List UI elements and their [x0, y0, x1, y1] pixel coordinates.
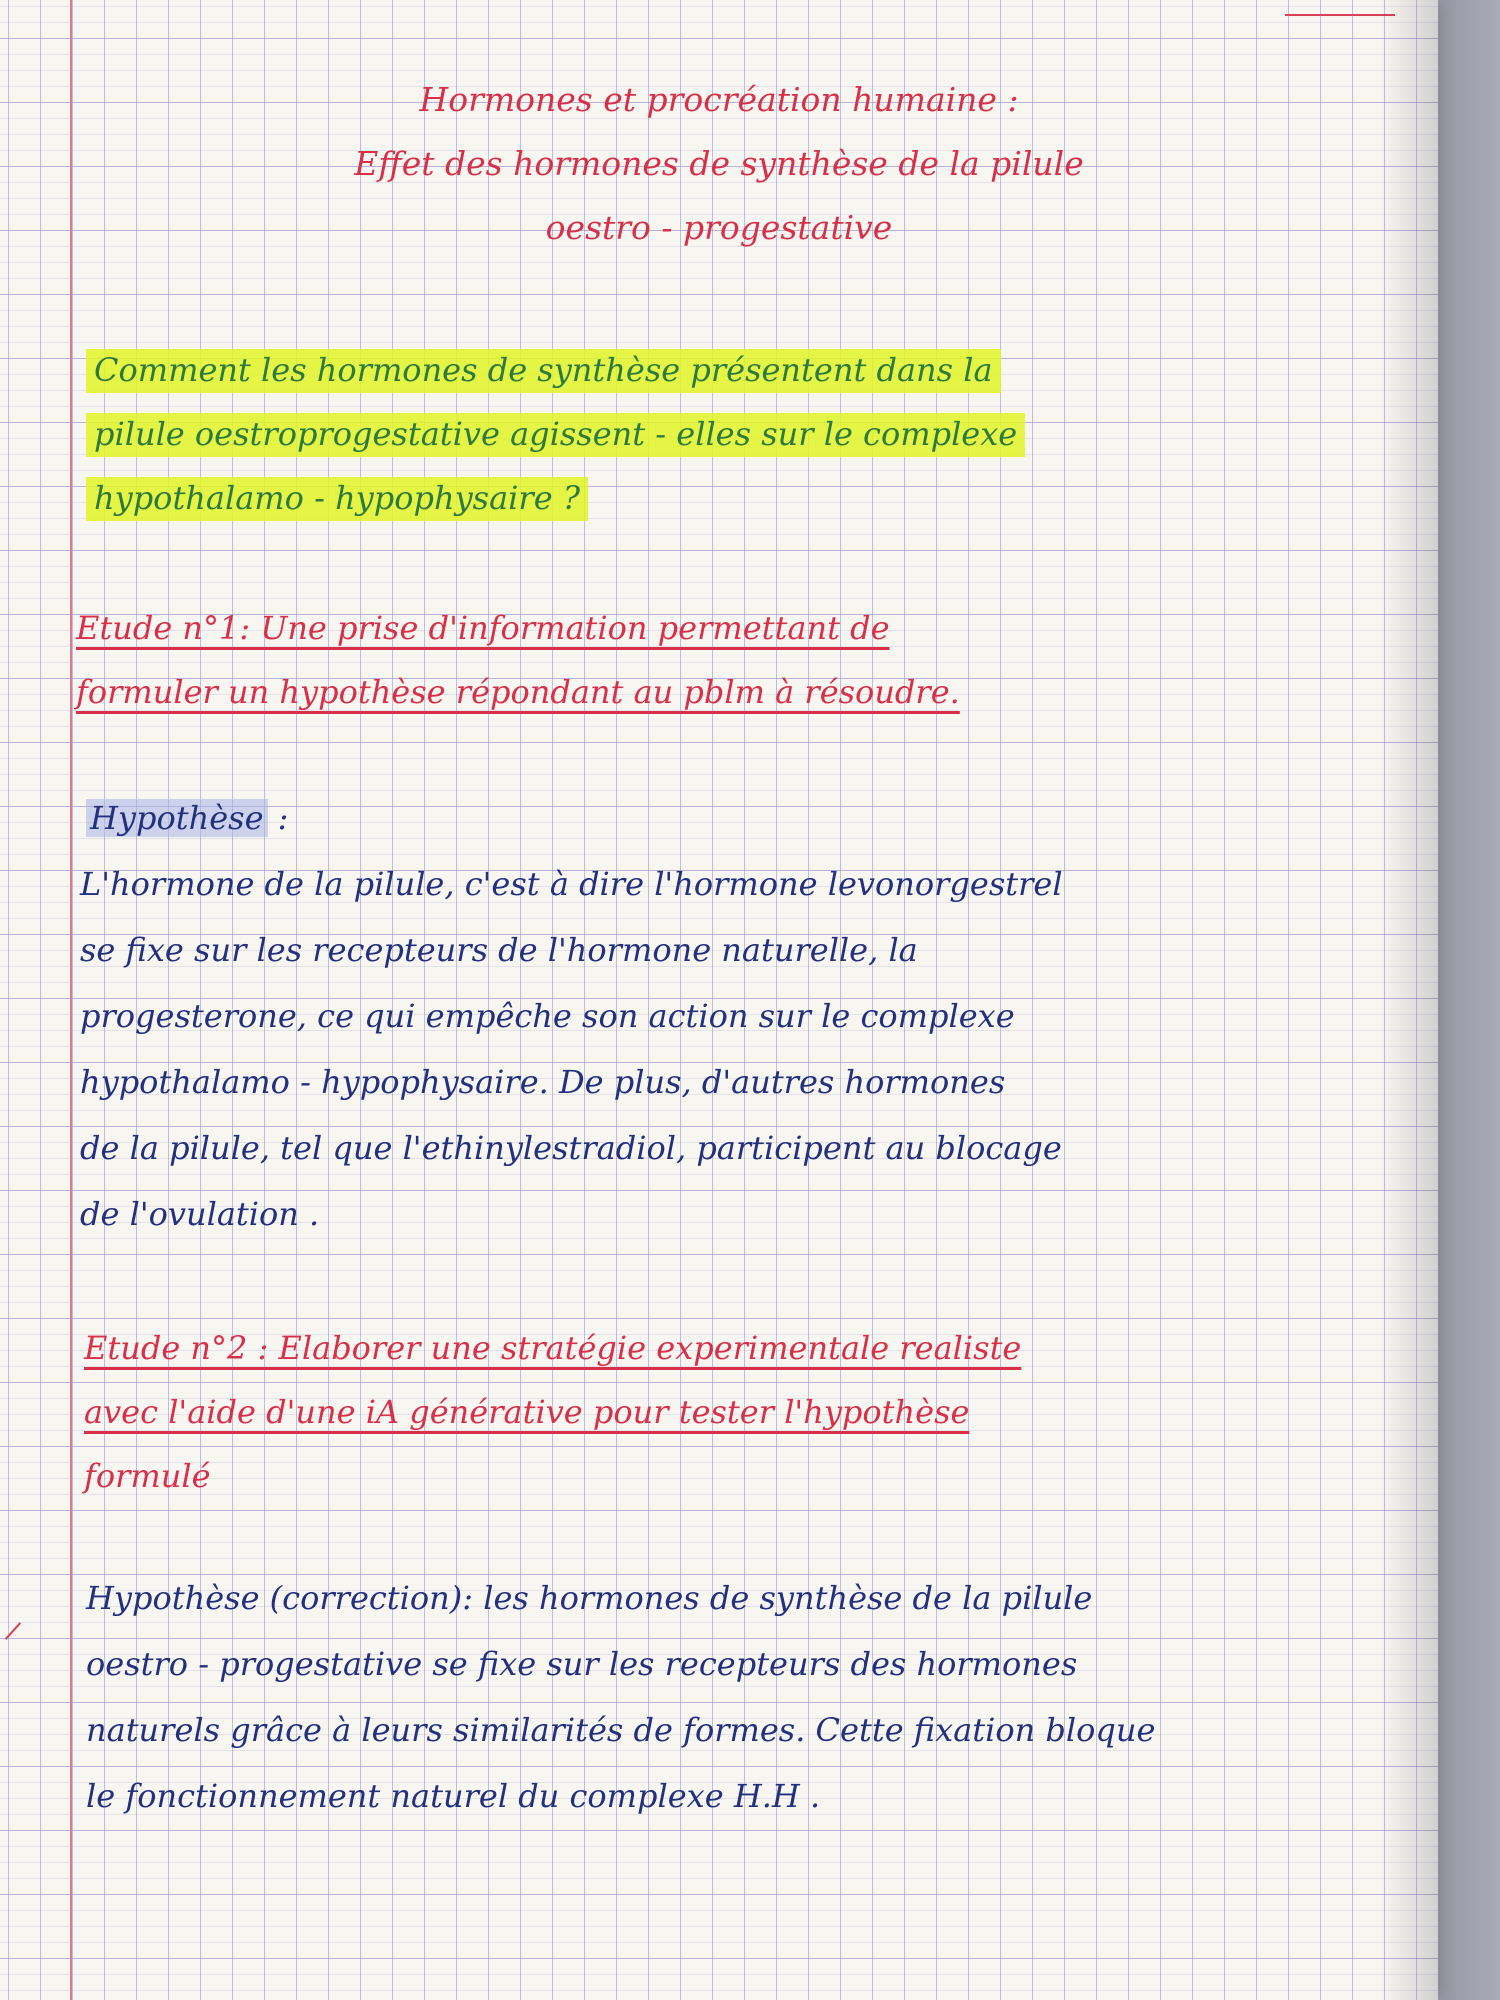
etude1-line-2	[76, 660, 960, 724]
hypothese2-line: naturels grâce à leurs similarités de formes. Cette fixation bloque	[86, 1711, 1156, 1749]
title-line-1: Hormones et procréation humaine :	[419, 80, 1019, 119]
question-highlight-1: Comment les hormones de synthèse présentent dans la	[86, 349, 1001, 393]
hypothese1-label: Hypothèse	[86, 799, 268, 837]
margin-tick-mark	[5, 1622, 21, 1640]
hypothese2-line: oestro - progestative se fixe sur les recepteurs des hormones	[86, 1645, 1078, 1683]
hypothese2-line: Hypothèse (correction): les hormones de synthèse de la pilule	[86, 1579, 1093, 1617]
etude2-text-1: Etude n°2 : Elaborer une stratégie experimentale realiste	[84, 1329, 1022, 1367]
margin-line	[70, 0, 72, 2000]
hypothese1-line: de la pilule, tel que l'ethinylestradiol, participent au blocage	[80, 1129, 1062, 1167]
title-line-2: Effet des hormones de synthèse de la pilule	[354, 144, 1084, 183]
hypothese1-line: L'hormone de la pilule, c'est à dire l'hormone levonorgestrel	[80, 865, 1063, 903]
hypothese1-line: se fixe sur les recepteurs de l'hormone naturelle, la	[80, 931, 918, 969]
page-edge-shadow	[1380, 0, 1500, 2000]
title-line-3: oestro - progestative	[545, 208, 893, 247]
etude2-text-2: avec l'aide d'une iA générative pour tester l'hypothèse	[84, 1393, 970, 1431]
hypothese2-line: le fonctionnement naturel du complexe H.H .	[86, 1777, 821, 1815]
hypothese1-line: hypothalamo - hypophysaire. De plus, d'autres hormones	[80, 1063, 1006, 1101]
hypothese1-heading	[86, 786, 288, 850]
question-line-2	[86, 402, 1025, 466]
etude1-text-1: Etude n°1: Une prise d'information permettant de	[76, 609, 890, 647]
question-highlight-2: pilule oestroprogestative agissent - elles sur le complexe	[86, 413, 1025, 457]
etude1-line-1	[76, 596, 890, 660]
question-highlight-3: hypothalamo - hypophysaire ?	[86, 477, 588, 521]
etude2-line-2	[84, 1380, 969, 1444]
hypothese1-colon: :	[267, 799, 289, 837]
etude2-line-3: formulé	[84, 1457, 211, 1495]
etude2-line-1	[84, 1316, 1021, 1380]
question-line-3	[86, 466, 588, 530]
hypothese1-line: progesterone, ce qui empêche son action sur le complexe	[80, 997, 1015, 1035]
hypothese1-line: de l'ovulation .	[80, 1195, 320, 1233]
question-line-1	[86, 338, 1001, 402]
corner-mark	[1285, 14, 1395, 16]
etude1-text-2: formuler un hypothèse répondant au pblm à résoudre.	[76, 673, 960, 711]
